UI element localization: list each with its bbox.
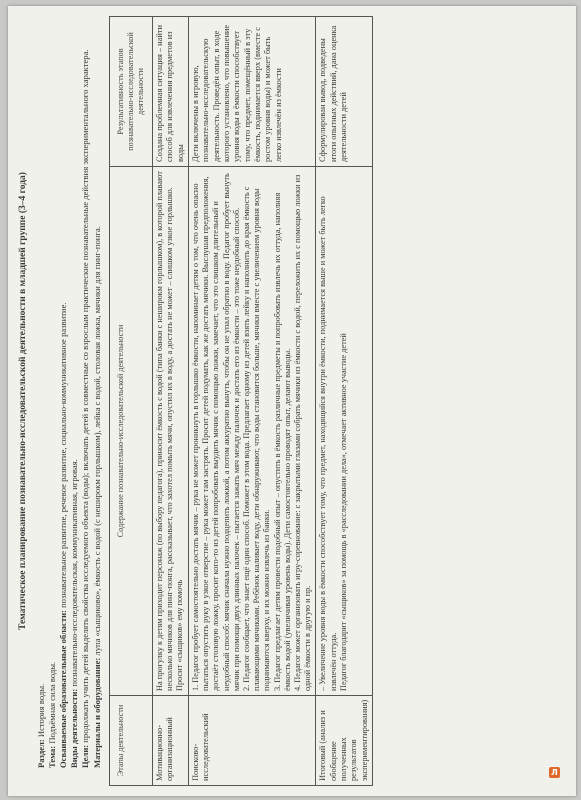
content-cell: На прогулку к детям приходит персонаж (по выбору педагога), приносит ёмкость с водой (типа банки с неширокм горлышком), в которой плавают несколько мячиков для пинг-понга, рассказывает, что захотел помыть мячи, опустил их в воду, а достать не может – слишком узкое горлышко. Просит «сыщиков» ему помочь — [152, 167, 188, 696]
result-cell: Дети включены в игровую, познавательно-исследовательскую деятельность. Проведён опыт, в ходе которого установлено, что повышение уровня воды в ёмкости способствует тому, что предмет, помещённый в эту ёмкость, поднимается вверх (вместе с ростом уровня воды) и может быть легко извлечён из ёмкости — [188, 17, 315, 167]
rotated-content — [14, 16, 566, 786]
content-cell: 1. Педагог пробует самостоятельно достать мячик – рука не может проникнуть в горлышко ёмкости, напоминает детям о том, что очень опасно пытаться опустить руку в узкое отверстие – рука может там застрять. Просит детей подумать, как же достать мячики. Выслушав предположения, достаёт столовую ложку, просит кого-то из детей попробовать выудить мячик с помощью ложки, замечает, что это слишком длительный и неудобный способ: мячик сначала нужно подцепить ложкой, а потом аккуратно вынуть, чтобы он не упал обратно в воду. Педагог пробует вынуть мячик при помощи двух длинных палочек – пытается зажать мяч между палочек и достать его из ёмкости – это тоже неудобный способ. 2. Педагог сообщает, что знает ещё один способ. Поможет в этом вода. Предлагает одному из детей взять лейку и наполнить до края ёмкость с плавающими мячиками. Ребёнок наливает воду, дети обнаруживают, что воды становится больше, мячики вместе с увеличением уровня воды поднимаются кверху, и их можно извлечь из банки. 3. Педагог предлагает детям провести подобный опыт – опустить в ёмкость различные предметы и попробовать извлечь их оттуда, наполняя ёмкость водой (увеличивая уровень воды). Дети самостоятельно проводят опыт, делают выводы. 4. Педагог может организовать игру-соревнование: с закрытыми глазами собрать мячики из ёмкости с водой, переложить их с помощью ложки из одной ёмкости в другую и пр. — [188, 167, 315, 696]
stage-cell: Поисково-исследовательский — [188, 696, 315, 786]
table-row — [152, 17, 188, 786]
header-content: Содержание познавательно-исследовательской деятельности — [109, 167, 152, 696]
section-line: Раздел: История воды. — [35, 683, 46, 768]
header-results: Результативность этапов познавательно-исследовательской деятельности — [109, 17, 152, 167]
document-page — [8, 6, 576, 796]
activities-line: Виды деятельности: познавательно-исследовательская, коммуникативная, игровая. — [69, 459, 80, 768]
areas-line: Осваиваемые образовательные области: познавательное развитие, речевое развитие, социально-коммуникативное развитие. — [58, 302, 69, 768]
goal-line: Цели: продолжать учить детей выделять свойства исследуемого объекта (воды); включать детей в совместные со взрослым практические познавательные действия экспериментального характера. — [80, 49, 91, 768]
header-stages: Этапы деятельности — [109, 696, 152, 786]
planning-table — [109, 16, 373, 786]
result-cell: Создана проблемная ситуация – найти способ для извлечения предметов из воды — [152, 17, 188, 167]
table-row — [188, 17, 315, 786]
stage-cell: Итоговый (анализ и обобщение полученных результатов экспериментирования) — [316, 696, 373, 786]
meta-block — [36, 16, 103, 768]
table-row — [316, 17, 373, 786]
document-title: Тематическое планирование познавательно-исследовательской деятельности в младшей группе (3–4 года) — [18, 172, 28, 630]
stage-cell: Мотивационно-организационный — [152, 696, 188, 786]
watermark-logo-icon: Л — [549, 767, 560, 778]
content-cell: – Увеличение уровня воды в ёмкости способствует тому, что предмет, находящийся внутри ёмкости, поднимается выше и может быть легко извлечён оттуда. Педагог благодарит «сыщиков» за помощь в «расследовании дела», отмечает активное участие детей — [316, 167, 373, 696]
result-cell: Сформулирован вывод, подведены итоги опытных действий, дана оценка деятельности детей — [316, 17, 373, 167]
materials-line: Материалы и оборудование: лупа «сыщиково», ёмкость с водой (с неширокм горлышком), лейка с водой, столовая ложка, мячики для пинг-понга. — [91, 226, 102, 768]
table-header-row — [109, 17, 152, 786]
theme-line: Тема: Подъёмная сила воды. — [46, 661, 57, 768]
